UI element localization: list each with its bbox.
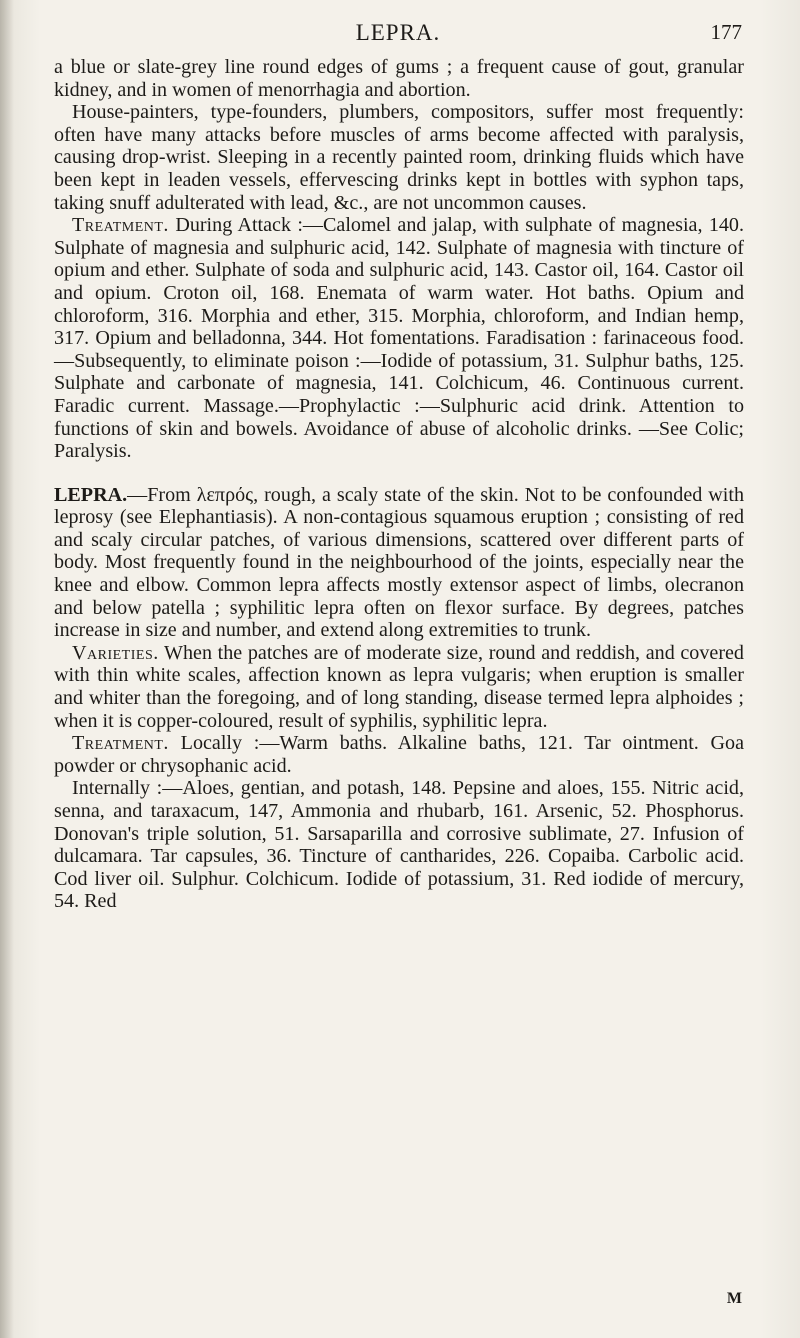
paragraph-colic-treatment [54, 214, 744, 463]
binding-shadow [0, 0, 14, 1338]
running-title: LEPRA. [355, 20, 441, 45]
paragraph-text: During Attack :—Calomel and jalap, with sulphate of magnesia, 140. Sulphate of magnesia and sulphuric acid, 142. Sulphate of magnesia with tincture of opium and ether. Sulphate of soda and sulphuric acid, 143. Castor oil, 164. Castor oil and opium. Croton oil, 168. Enemata of warm water. Hot baths. Opium and chloroform, 316. Morphia and ether, 315. Morphia, chloroform, and Indian hemp, 317. Opium and belladonna, 344. Hot fomentations. Faradisation : farinaceous food.—Subsequently, to eliminate poison :—Iodide of potassium, 31. Sulphur baths, 125. Sulphate and carbonate of magnesia, 141. Colchicum, 46. Continuous current. Faradic current. Massage.—Prophylactic :—Sulphuric acid drink. Attention to functions of skin and bowels. Avoidance of abuse of alcoholic drinks. —See Colic; Paralysis. [54, 214, 744, 463]
entry-heading: LEPRA. [54, 483, 128, 506]
paragraph-lepra-treatment [54, 732, 744, 777]
section-lead: Varieties. [72, 641, 159, 664]
paragraph-text: House-painters, type-founders, plumbers, compositors, suffer most frequently: often have many attacks before muscles of arms become affected with paralysis, causing drop-wrist. Sleeping in a recently painted room, drinking fluids which have been kept in leaden vessels, effervescing drinks kept in bottles with syphon taps, taking snuff adulterated with lead, &c., are not uncommon causes. [54, 101, 744, 214]
paragraph-text: Internally :—Aloes, gentian, and potash, 148. Pepsine and aloes, 155. Nitric acid, senna, and taraxacum, 147, Ammonia and rhubarb, 161. Arsenic, 52. Phosphorus. Donovan's triple solution, 51. Sarsaparilla and corrosive sublimate, 27. Infusion of dulcamara. Tar capsules, 36. Tincture of cantharides, 226. Copaiba. Carbolic acid. Cod liver oil. Sulphur. Colchicum. Iodide of potassium, 31. Red iodide of mercury, 54. Red [54, 777, 744, 913]
body-text [54, 56, 744, 913]
paragraph-text: Locally :—Warm baths. Alkaline baths, 121. Tar ointment. Goa powder or chrysophanic acid. [54, 732, 744, 777]
paragraph-text: When the patches are of moderate size, round and reddish, and covered with thin white scales, affection known as lepra vulgaris; when eruption is smaller and whiter than the foregoing, and of long standing, disease termed lepra alphoides ; when it is copper-coloured, result of syphilis, syphilitic lepra. [54, 641, 744, 732]
paragraph-lepra-definition [54, 484, 744, 642]
section-lead: Treatment. [72, 214, 169, 237]
section-lead: Treatment. [72, 732, 169, 755]
paragraph-internally [54, 777, 744, 913]
page-number: 177 [710, 20, 742, 44]
signature-mark [54, 1290, 742, 1308]
paragraph-causes [54, 101, 744, 214]
signature-letter: M [726, 1290, 742, 1307]
paragraph-text: a blue or slate-grey line round edges of gums ; a frequent cause of gout, granular kidney, and in women of menorrhagia and abortion. [54, 56, 744, 101]
paragraph-lead-colic-continuation [54, 56, 744, 101]
paragraph-text: —From λεπρός, rough, a scaly state of the skin. Not to be confounded with leprosy (see Elephantiasis). A non-contagious squamous eruption ; consisting of red and scaly circular patches, of various dimensions, scattered over different parts of body. Most frequently found in the neighbourhood of the joints, especially near the knee and elbow. Common lepra affects mostly extensor aspect of limbs, olecranon and below patella ; syphilitic lepra often on flexor surface. By degrees, patches increase in size and number, and extend along extremities to trunk. [54, 483, 744, 642]
paragraph-varieties [54, 642, 744, 732]
page-header [54, 20, 742, 52]
